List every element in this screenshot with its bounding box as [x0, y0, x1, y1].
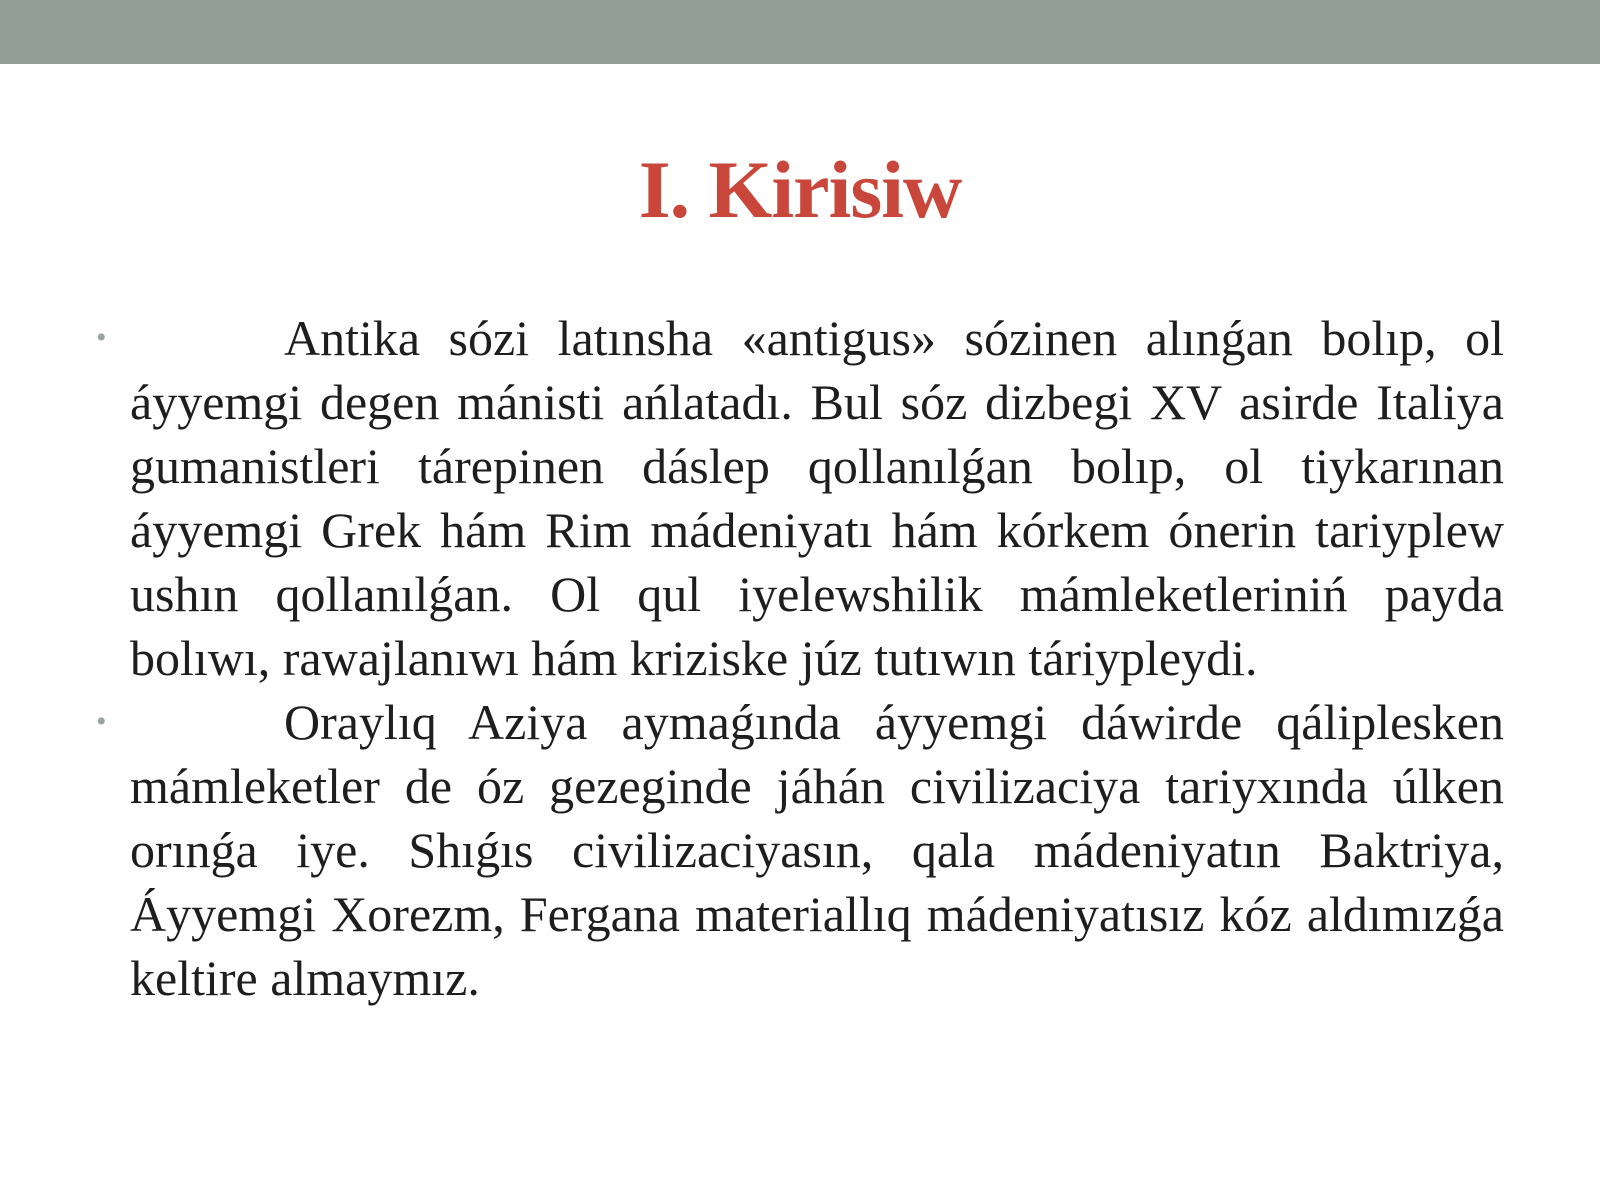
bullet-item — [96, 306, 1504, 690]
slide-title: I. Kirisiw — [638, 144, 962, 235]
bullet-icon: • — [96, 705, 107, 738]
bullet-list — [96, 306, 1504, 1010]
bullet-icon: • — [96, 321, 107, 354]
bullet-item — [96, 690, 1504, 1010]
bullet-text: Antika sózi latınsha «antigus» sózinen alınǵan bolıp, ol áyyemgi degen mánisti ańlatadı. Bul sóz dizbegi XV asirde Italiya gumanistleri tárepinen dáslep qollanılǵan bolıp, ol tiykarınan áyyemgi Grek hám Rim mádeniyatı hám kórkem ónerin tariyplew ushın qollanılǵan. Ol qul iyelewshilik mámleketleriniń payda bolıwı, rawajlanıwı hám kriziske júz tutıwın táriypleydi. — [130, 310, 1504, 686]
header-band — [0, 0, 1600, 64]
bullet-text: Oraylıq Aziya aymaǵında áyyemgi dáwirde qáliplesken mámleketler de óz gezeginde jáhán civilizaciya tariyxında úlken orınǵa iye. Shıǵıs civilizaciyasın, qala mádeniyatın Baktriya, Áyyemgi Xorezm, Fergana materiallıq mádeniyatısız kóz aldımızǵa keltire almaymız. — [130, 694, 1504, 1006]
